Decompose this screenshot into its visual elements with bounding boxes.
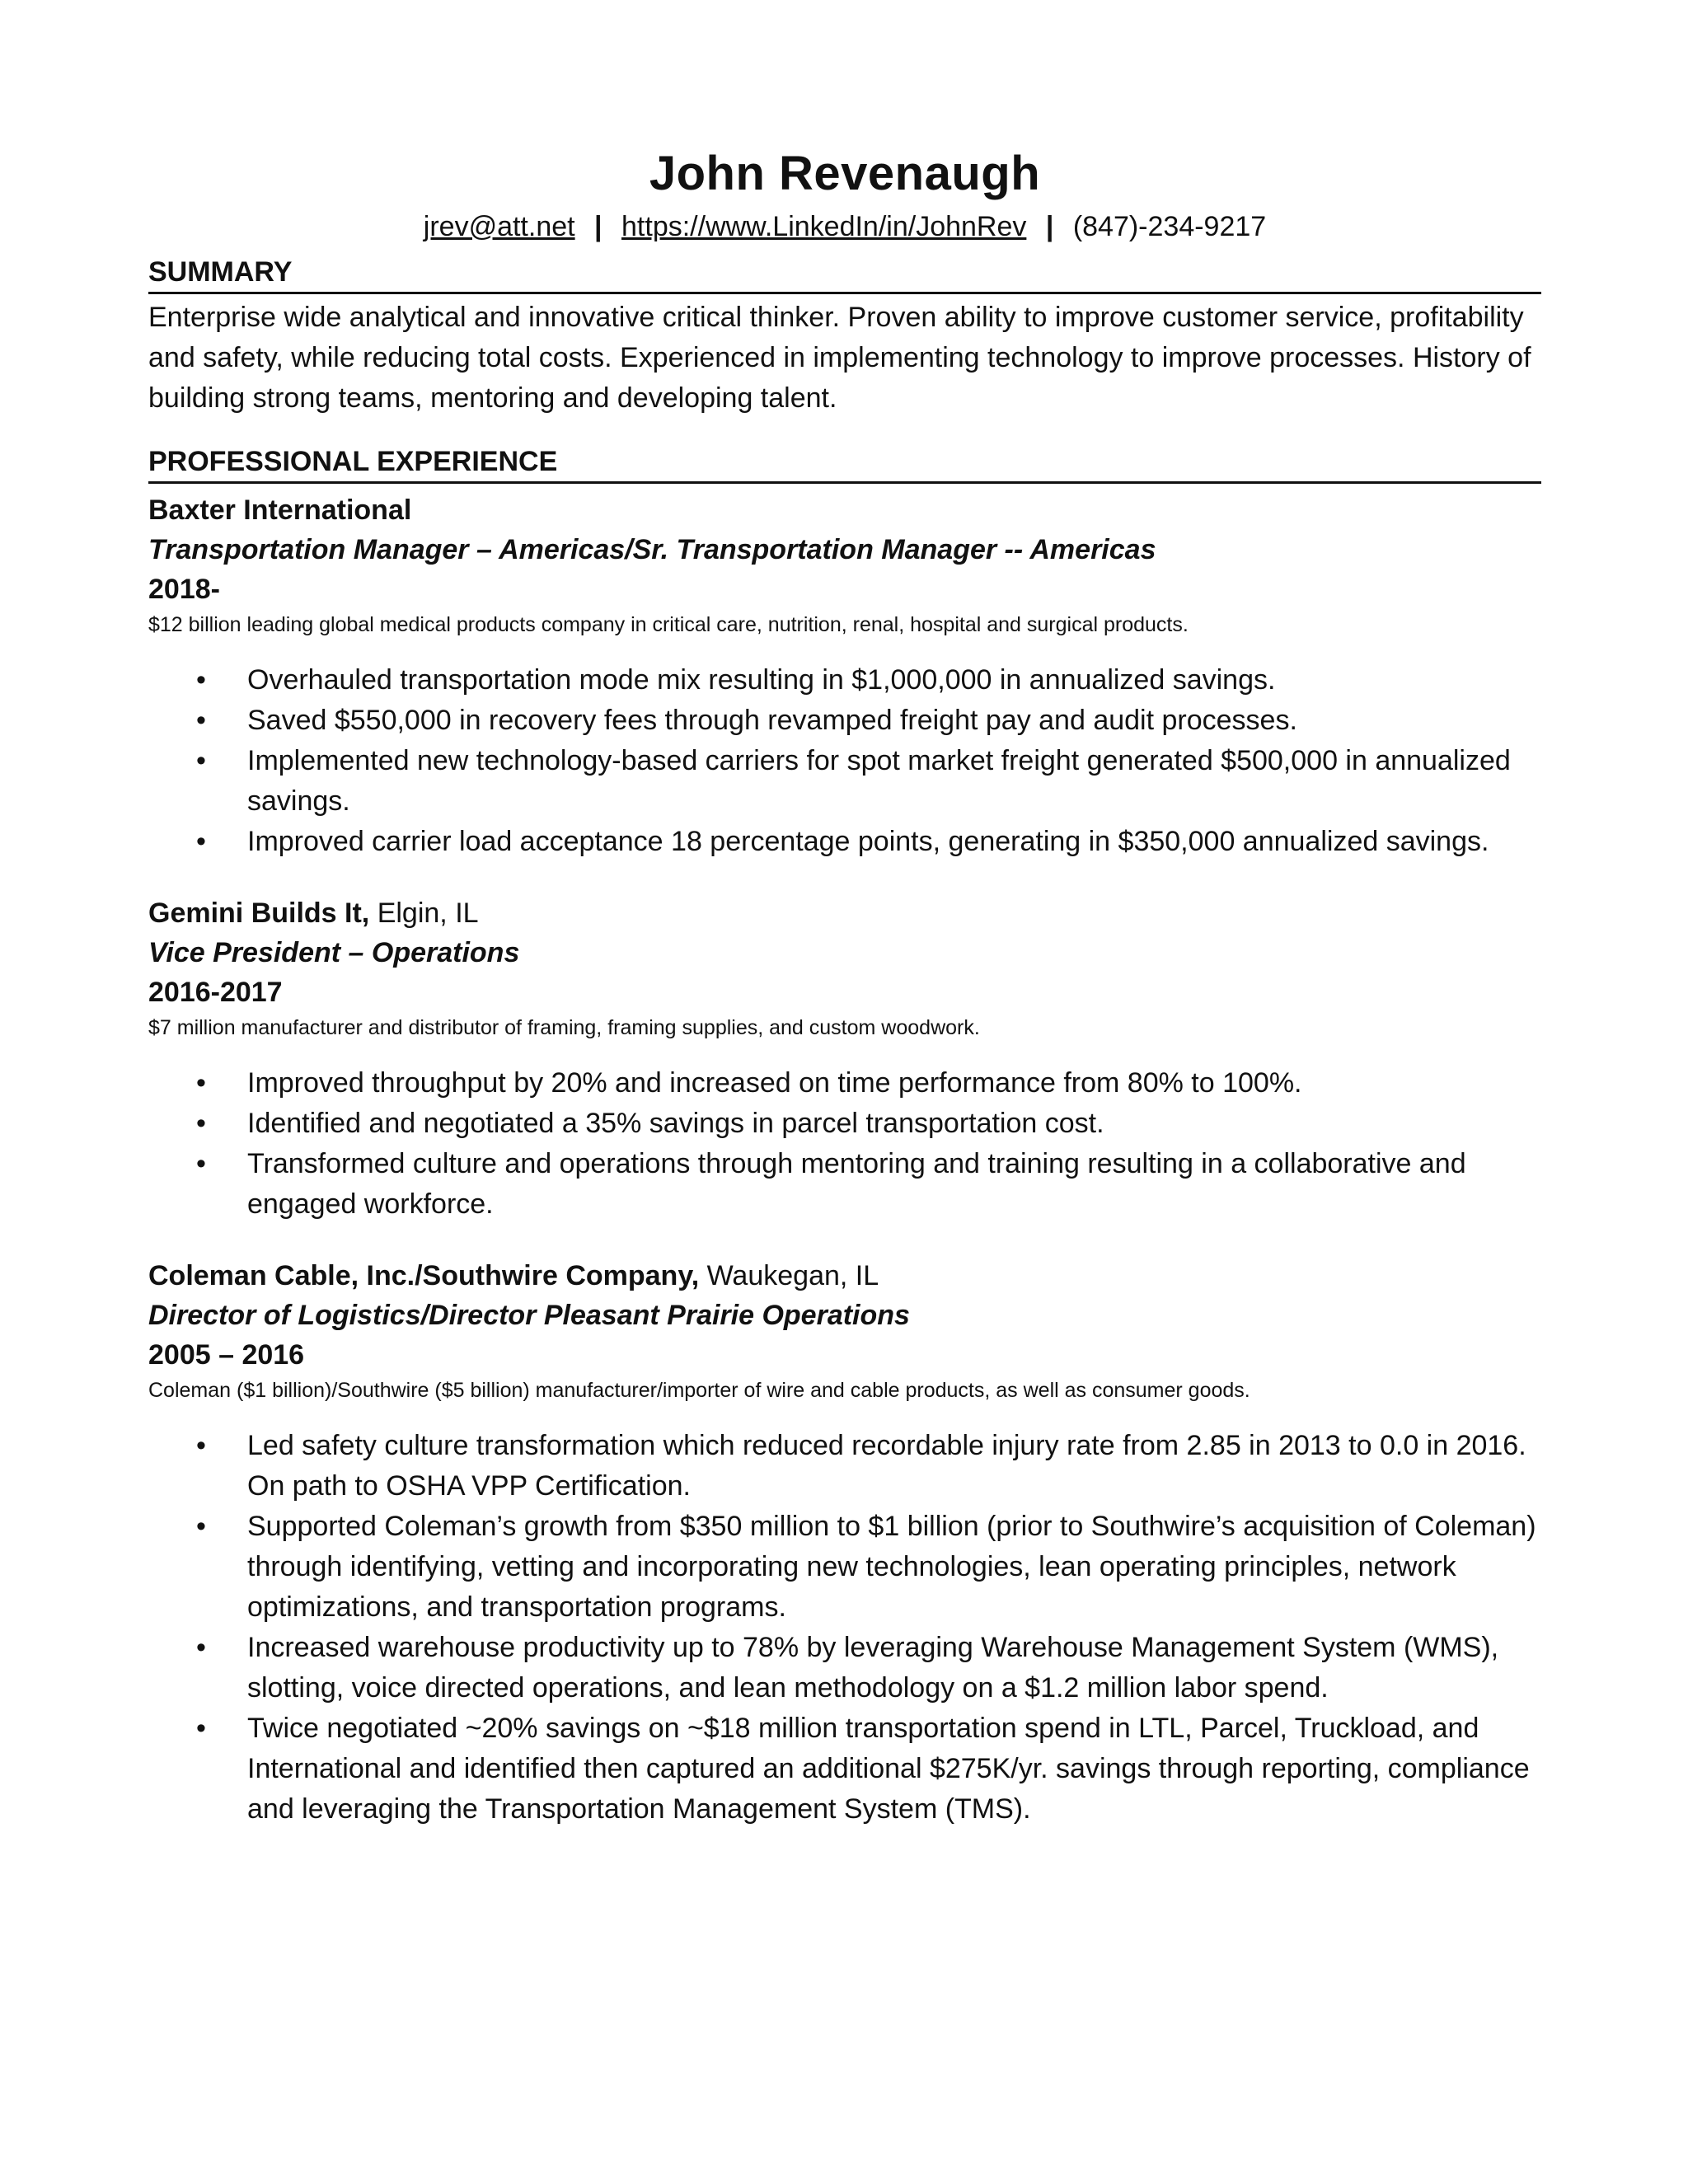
phone-number: (847)-234-9217 [1072, 211, 1267, 242]
bullet-icon: • [196, 1067, 206, 1099]
bullet-text: Supported Coleman’s growth from $350 million to $1 billion (prior to Southwire’s acquisition of Coleman) through identifying, vetting and incorporating new technologies, lean operating principles, network optimizations, and transportation programs. [247, 1511, 1536, 1623]
bullet-text: Implemented new technology-based carriers for spot market freight generated $500,000 in annualized savings. [247, 745, 1511, 817]
linkedin-link[interactable]: https://www.LinkedIn/in/JohnRev [621, 211, 1027, 242]
bullet-text: Increased warehouse productivity up to 78% by leveraging Warehouse Management System (WMS), slotting, voice directed operations, and lean methodology on a $1.2 million labor spend. [247, 1632, 1499, 1704]
job-company: Baxter International [148, 494, 412, 526]
bullet-icon: • [196, 1430, 206, 1461]
bullet-icon: • [196, 705, 206, 736]
list-item [148, 1628, 1541, 1708]
job-location: Waukegan, IL [699, 1260, 879, 1291]
job-years: 2005 – 2016 [148, 1339, 305, 1371]
job-description: $7 million manufacturer and distributor of framing, framing supplies, and custom woodwork. [148, 1016, 980, 1039]
job-company: Coleman Cable, Inc./Southwire Company, [148, 1260, 700, 1291]
list-item [148, 1063, 1541, 1104]
bullet-icon: • [196, 745, 206, 776]
job-company: Gemini Builds It, [148, 898, 370, 929]
job-company-line [148, 1256, 1541, 1296]
bullet-text: Overhauled transportation mode mix resulting in $1,000,000 in annualized savings. [247, 664, 1276, 696]
email-link[interactable]: jrev@att.net [423, 211, 575, 242]
bullet-text: Transformed culture and operations through mentoring and training resulting in a collaborative and engaged workforce. [247, 1148, 1466, 1220]
experience-heading: PROFESSIONAL EXPERIENCE [148, 443, 1541, 484]
bullet-text: Twice negotiated ~20% savings on ~$18 million transportation spend in LTL, Parcel, Truckload, and International and identified then captured an additional $275K/yr. savings through reporting, compliance and leveraging the Transportation Management System (TMS). [247, 1713, 1530, 1825]
bullet-text: Led safety culture transformation which reduced recordable injury rate from 2.85 in 2013 to 0.0 in 2016. On path to OSHA VPP Certification. [247, 1430, 1526, 1502]
list-item [148, 1104, 1541, 1144]
candidate-name: John Revenaugh [649, 147, 1041, 200]
job-location: Elgin, IL [369, 898, 479, 929]
list-item [148, 701, 1541, 741]
job-entry [148, 490, 1541, 862]
bullet-icon: • [196, 1511, 206, 1542]
list-item [148, 1708, 1541, 1830]
summary-text: Enterprise wide analytical and innovative critical thinker. Proven ability to improve customer service, profitability and safety, while reducing total costs. Experienced in implementing technology to improve processes. History of building strong teams, mentoring and developing talent. [148, 302, 1531, 414]
job-entry [148, 1256, 1541, 1830]
bullet-icon: • [196, 1632, 206, 1663]
job-years: 2018- [148, 574, 220, 605]
job-company-line [148, 893, 1541, 933]
job-title: Director of Logistics/Director Pleasant Prairie Operations [148, 1300, 910, 1331]
list-item [148, 1426, 1541, 1507]
bullet-text: Saved $550,000 in recovery fees through revamped freight pay and audit processes. [247, 705, 1297, 736]
job-title: Vice President – Operations [148, 937, 520, 968]
bullet-icon: • [196, 1713, 206, 1744]
job-bullets [148, 660, 1541, 862]
contact-line [148, 208, 1541, 246]
bullet-icon: • [196, 1108, 206, 1139]
bullet-text: Improved carrier load acceptance 18 percentage points, generating in $350,000 annualized savings. [247, 826, 1489, 857]
job-bullets [148, 1426, 1541, 1830]
job-description: $12 billion leading global medical products company in critical care, nutrition, renal, hospital and surgical products. [148, 613, 1189, 636]
contact-separator: | [594, 211, 603, 242]
bullet-text: Identified and negotiated a 35% savings in parcel transportation cost. [247, 1108, 1104, 1139]
bullet-icon: • [196, 826, 206, 857]
job-entry [148, 893, 1541, 1225]
job-company-line [148, 490, 1541, 530]
job-years: 2016-2017 [148, 977, 283, 1008]
list-item [148, 741, 1541, 822]
list-item [148, 822, 1541, 862]
list-item [148, 1507, 1541, 1628]
job-bullets [148, 1063, 1541, 1225]
job-title: Transportation Manager – Americas/Sr. Transportation Manager -- Americas [148, 534, 1156, 565]
list-item [148, 660, 1541, 701]
contact-separator: | [1045, 211, 1054, 242]
summary-heading: SUMMARY [148, 254, 1541, 294]
bullet-icon: • [196, 664, 206, 696]
bullet-text: Improved throughput by 20% and increased on time performance from 80% to 100%. [247, 1067, 1302, 1099]
bullet-icon: • [196, 1148, 206, 1179]
resume-page [148, 145, 1541, 1830]
job-description: Coleman ($1 billion)/Southwire ($5 billion) manufacturer/importer of wire and cable products, as well as consumer goods. [148, 1379, 1250, 1402]
list-item [148, 1144, 1541, 1225]
